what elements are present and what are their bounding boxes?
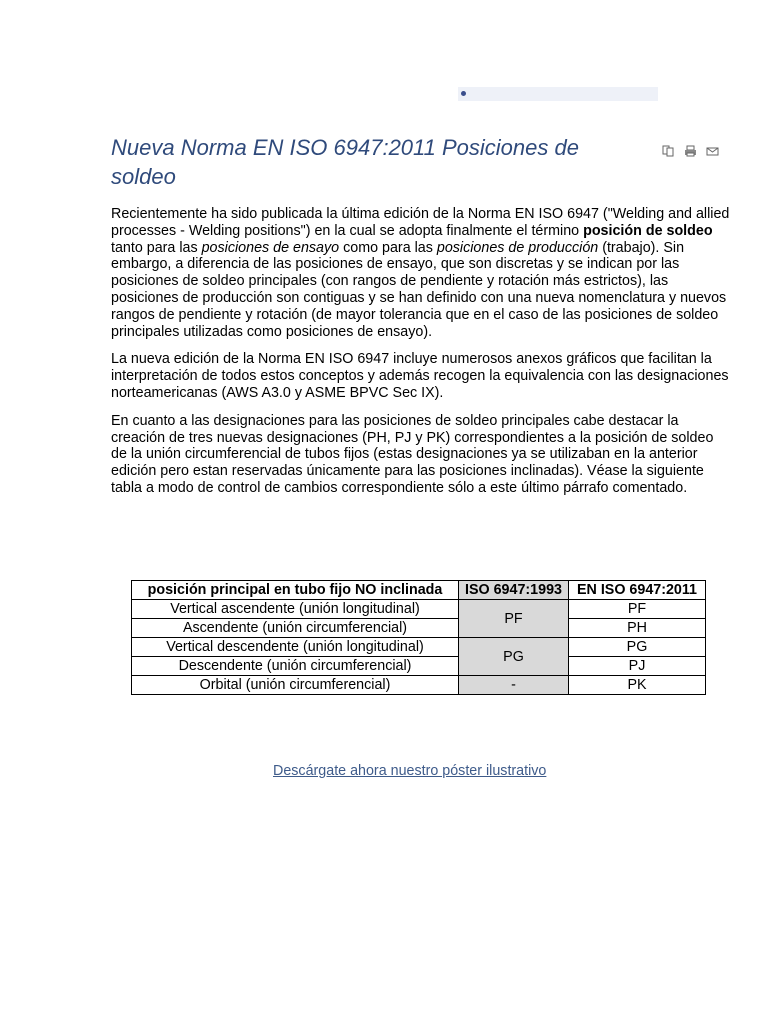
table-header: ISO 6947:1993 [459, 581, 569, 600]
top-bar [458, 87, 658, 101]
table-cell: PJ [569, 657, 706, 676]
table-cell: PG [459, 638, 569, 676]
paragraph: En cuanto a las designaciones para las posiciones de soldeo principales cabe destacar la creación de tres nuevas designaciones (PH, PJ y PK) correspondientes a la posición de soldeo de la unión circumferencial de tubos fijos (estas designaciones ya se utilizaban en la anterior edición pero estan reservadas únicamente para las posiciones inclinadas). Véase la siguiente tabla a modo de control de cambios correspondiente sólo a este último párrafo comentado. [111, 412, 714, 496]
article-body [111, 206, 731, 508]
copy-icon[interactable] [662, 145, 675, 157]
bullet-icon [461, 91, 466, 96]
page-title: Nueva Norma EN ISO 6947:2011 Posiciones de soldeo [111, 135, 579, 189]
table-cell: PH [569, 619, 706, 638]
table-header: posición principal en tubo fijo NO inclinada [132, 581, 459, 600]
paragraph: La nueva edición de la Norma EN ISO 6947 incluye numerosos anexos gráficos que facilitan la interpretación de todos estos conceptos y además recogen la equivalencia con las designaciones norteamericanas (AWS A3.0 y ASME BPVC Sec IX). [111, 351, 729, 401]
print-icon[interactable] [684, 145, 697, 157]
table-row [132, 619, 706, 638]
table-cell: - [459, 676, 569, 695]
positions-table [131, 580, 706, 695]
table-cell: Vertical descendente (unión longitudinal) [132, 638, 459, 657]
paragraph: Recientemente ha sido publicada la última edición de la Norma EN ISO 6947 ("Welding and allied processes - Welding positions") en la cual se adopta finalmente el término posición de soldeo tanto para las posiciones de ensayo como para las posiciones de producción (trabajo). Sin embargo, a diferencia de las posiciones de ensayo, que son discretas y se indican por las posiciones de soldeo principales (con rangos de pendiente y rotación más estrictos), las posiciones de producción son contiguas y se han definido con una nueva nomenclatura y nuevos rangos de pendiente y rotación (de mayor tolerancia que en el caso de las posiciones de soldeo principales utilizadas como posiciones de ensayo). [111, 206, 730, 340]
table-row [132, 638, 706, 657]
email-icon[interactable] [706, 145, 719, 157]
table-cell: PG [569, 638, 706, 657]
table-cell: Orbital (unión circumferencial) [132, 676, 459, 695]
table-cell: Vertical ascendente (unión longitudinal) [132, 600, 459, 619]
table-cell: PF [459, 600, 569, 638]
table-cell: Descendente (unión circumferencial) [132, 657, 459, 676]
table-cell: Ascendente (unión circumferencial) [132, 619, 459, 638]
table-header-row [132, 581, 706, 600]
table-row [132, 600, 706, 619]
table-cell: PK [569, 676, 706, 695]
toolbar [662, 145, 719, 157]
table-row [132, 676, 706, 695]
table-header: EN ISO 6947:2011 [569, 581, 706, 600]
download-poster-link[interactable]: Descárgate ahora nuestro póster ilustrativo [273, 763, 547, 779]
table-row [132, 657, 706, 676]
table-cell: PF [569, 600, 706, 619]
